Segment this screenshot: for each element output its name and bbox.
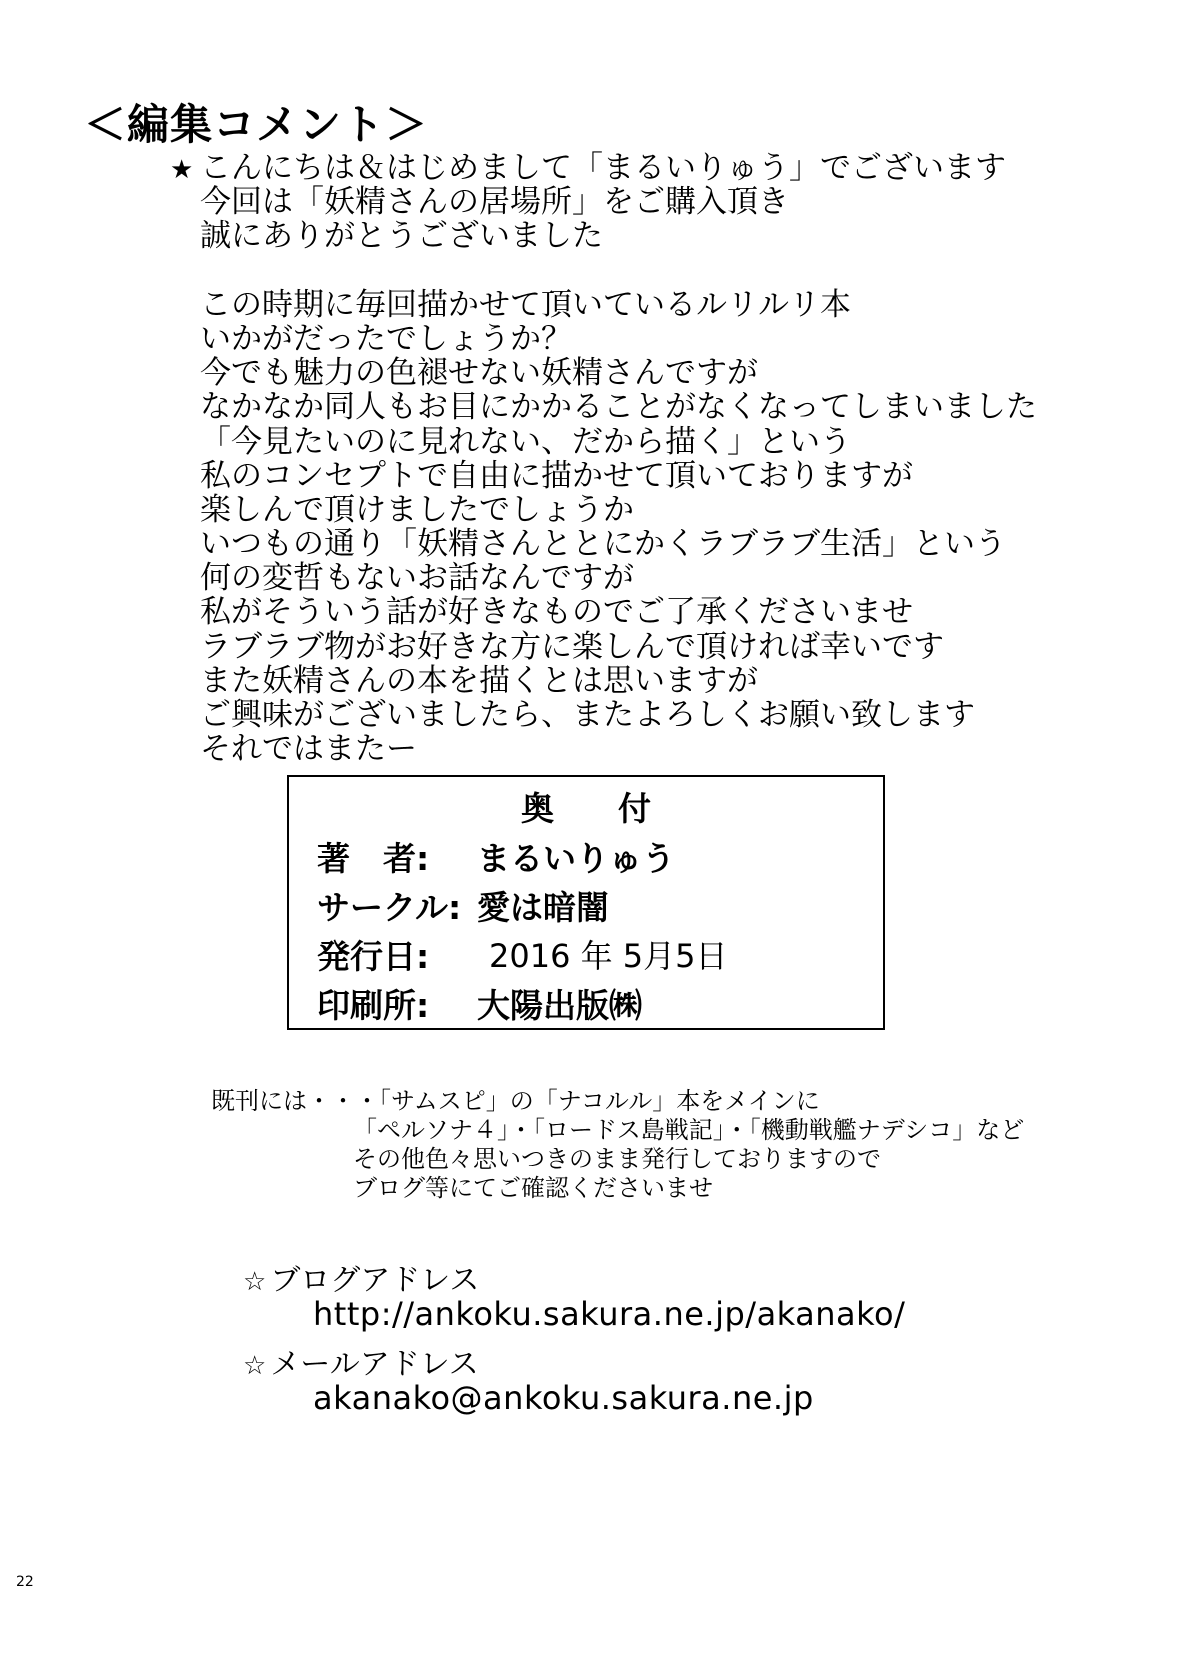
- backlist-line: ブログ等にてご確認くださいませ: [353, 1174, 713, 1202]
- backlist-line: 「ペルソナ４」・「ロードス島戦記」・「機動戦艦ナデシコ」など: [353, 1116, 1025, 1144]
- comment-line: それではまたー: [200, 731, 417, 768]
- comment-line: いかがだったでしょうか？: [200, 320, 572, 357]
- comment-line: 何の変哲もないお話なんですが: [200, 560, 634, 597]
- colophon-label: 著 者:: [317, 839, 430, 878]
- mail-address-title: ☆ メールアドレス: [243, 1347, 479, 1382]
- page-number: 22: [16, 1574, 34, 1590]
- comment-line: 今でも魅力の色褪せない妖精さんですが: [200, 355, 758, 392]
- comment-line: 「今見たいのに見れない、だから描く」という: [200, 423, 851, 460]
- contact-section: [243, 1255, 905, 1431]
- colophon-value: 2016 年 5月5日: [489, 937, 728, 975]
- colophon-box: [287, 775, 885, 1030]
- paragraph-spacer: [200, 254, 1037, 288]
- page-title: ＜編集コメント＞: [84, 100, 429, 149]
- comment-line: 楽しんで頂けましたでしょうか: [200, 491, 634, 528]
- colophon-row-printer: [289, 980, 883, 1024]
- colophon-row-circle: [289, 882, 883, 926]
- comment-line: ご興味がございましたら、またよろしくお願い致します: [200, 697, 975, 733]
- comment-line: また妖精さんの本を描くとは思いますが: [200, 662, 758, 699]
- colophon-value: 大陽出版㈱: [477, 986, 642, 1025]
- comment-line: ラブラブ物がお好きな方に楽しんで頂ければ幸いです: [200, 628, 944, 665]
- backlist-note: [211, 1087, 1024, 1203]
- star-icon: ★: [170, 155, 194, 185]
- comment-line: 私がそういう話が好きなものでご了承くださいませ: [200, 594, 913, 631]
- backlist-line: 既刊には・・・「サムスピ」の「ナコルル」本をメインに: [211, 1087, 820, 1115]
- colophon-label: 発行日:: [317, 937, 430, 976]
- outline-star-icon: ☆: [243, 1267, 267, 1297]
- blog-url-link[interactable]: http://ankoku.sakura.ne.jp/akanako/: [313, 1295, 906, 1333]
- colophon-value: 愛は暗闇: [477, 888, 609, 927]
- comment-line: いつもの通り「妖精さんととにかくラブラブ生活」という: [200, 526, 1006, 563]
- comment-line: この時期に毎回描かせて頂いているルリルリ本: [200, 286, 851, 323]
- colophon-row-date: [289, 931, 883, 975]
- colophon-row-author: [289, 833, 883, 877]
- comment-line: 今回は「妖精さんの居場所」をご購入頂き: [200, 184, 789, 221]
- colophon-value: まるいりゅう: [477, 839, 675, 878]
- outline-star-icon: ☆: [243, 1351, 267, 1381]
- comment-line: こんにちは＆はじめまして「まるいりゅう」でございます: [200, 150, 1006, 186]
- blog-address-title: ☆ ブログアドレス: [243, 1263, 480, 1298]
- editor-comment: [170, 150, 1037, 768]
- colophon-title: 奥 付: [521, 789, 651, 828]
- colophon-label: サークル:: [317, 888, 462, 927]
- comment-line: 私のコンセプトで自由に描かせて頂いておりますが: [200, 457, 913, 494]
- mail-address-link[interactable]: akanako@ankoku.sakura.ne.jp: [313, 1379, 814, 1417]
- comment-line: なかなか同人もお目にかかることがなくなってしまいました: [200, 389, 1037, 426]
- comment-line: 誠にありがとうございました: [200, 218, 603, 255]
- backlist-line: その他色々思いつきのまま発行しておりますので: [353, 1145, 881, 1173]
- colophon-label: 印刷所:: [317, 986, 430, 1025]
